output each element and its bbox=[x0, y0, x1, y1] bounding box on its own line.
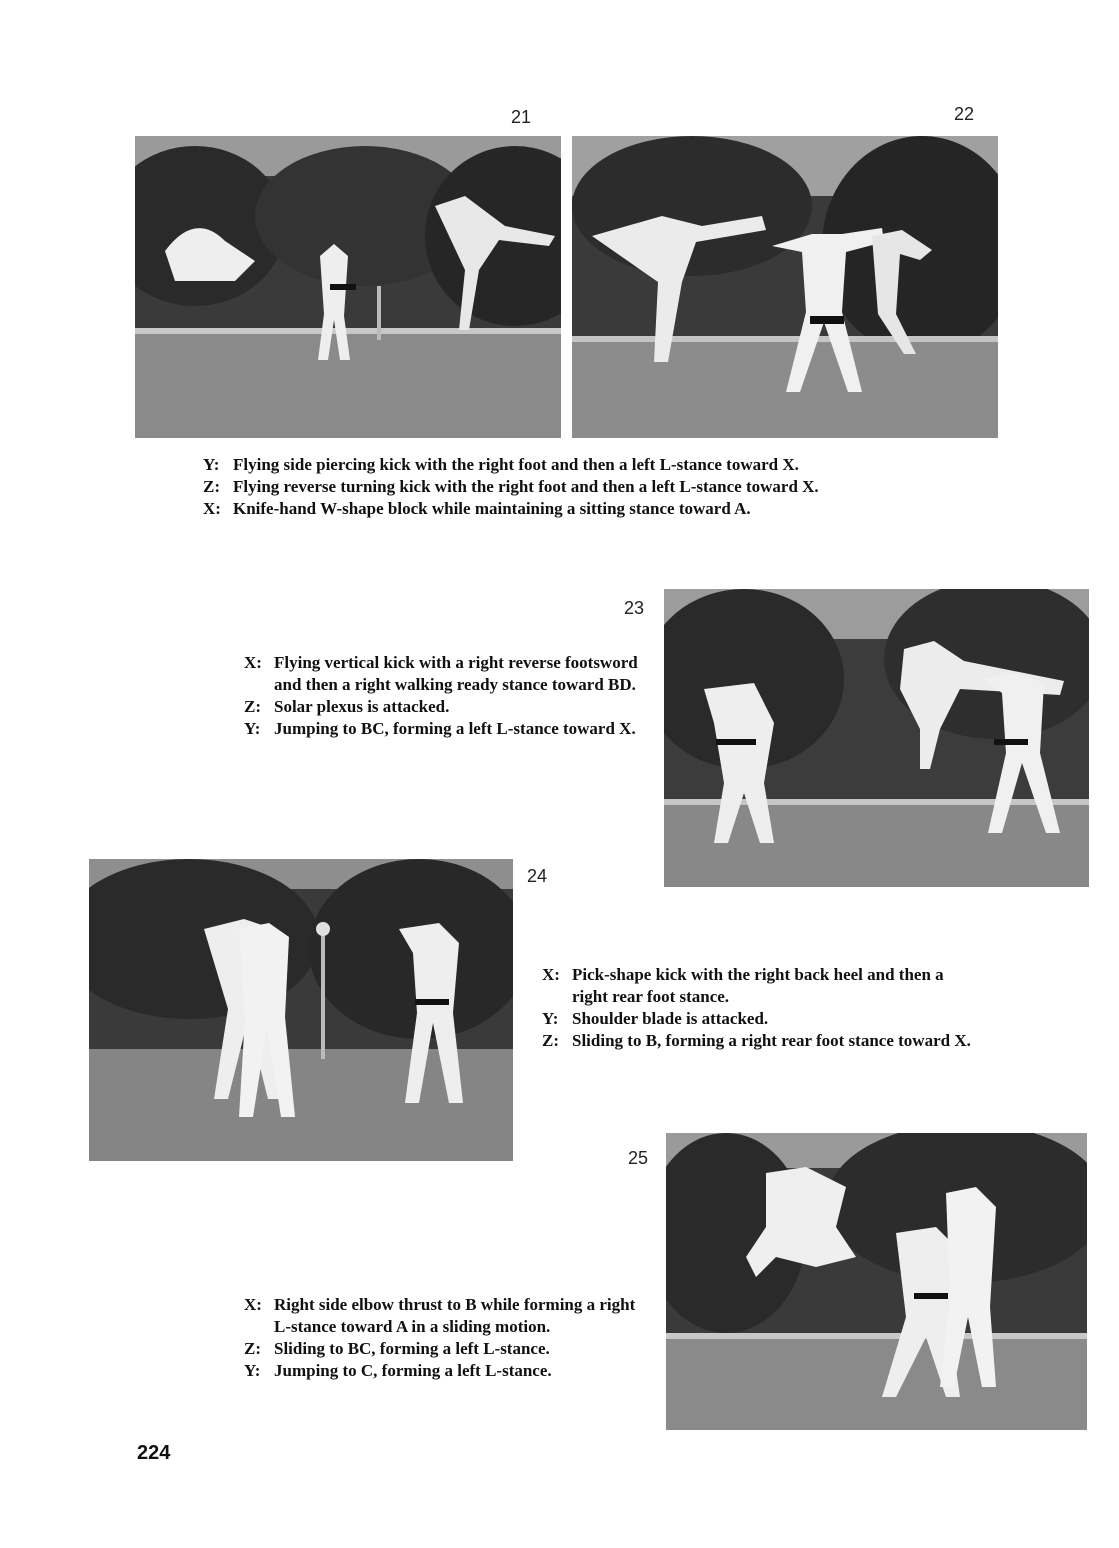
caption-21-22 bbox=[203, 454, 933, 520]
photo-21 bbox=[135, 136, 561, 438]
speaker-label: X: bbox=[203, 499, 221, 518]
caption-line bbox=[542, 964, 972, 1008]
caption-text: Knife-hand W-shape block while maintaining a sitting stance toward A. bbox=[233, 499, 751, 518]
caption-23 bbox=[244, 652, 642, 740]
speaker-label: Y: bbox=[244, 1361, 261, 1380]
caption-line bbox=[203, 498, 933, 520]
speaker-label: Z: bbox=[244, 1339, 261, 1358]
speaker-label: X: bbox=[244, 1295, 262, 1314]
caption-text: Sliding to BC, forming a left L-stance. bbox=[274, 1339, 550, 1358]
caption-text: Sliding to B, forming a right rear foot stance toward X. bbox=[572, 1031, 971, 1050]
caption-25 bbox=[244, 1294, 642, 1382]
caption-text: Right side elbow thrust to B while forming a right L-stance toward A in a sliding motion. bbox=[274, 1295, 636, 1336]
caption-line bbox=[244, 1294, 642, 1338]
photo-22 bbox=[572, 136, 998, 438]
caption-line bbox=[542, 1008, 972, 1030]
caption-line bbox=[203, 476, 933, 498]
speaker-label: Z: bbox=[244, 697, 261, 716]
photo-24 bbox=[89, 859, 513, 1161]
speaker-label: Y: bbox=[542, 1009, 559, 1028]
speaker-label: Y: bbox=[244, 719, 261, 738]
caption-text: Shoulder blade is attacked. bbox=[572, 1009, 769, 1028]
figure-number-21: 21 bbox=[511, 107, 532, 127]
figure-number-22: 22 bbox=[954, 104, 975, 124]
speaker-label: Y: bbox=[203, 455, 220, 474]
speaker-label: Z: bbox=[542, 1031, 559, 1050]
caption-text: Solar plexus is attacked. bbox=[274, 697, 450, 716]
caption-line bbox=[244, 1360, 642, 1382]
caption-text: Flying vertical kick with a right reverse footsword and then a right walking ready stance toward BD. bbox=[274, 653, 638, 694]
photo-25 bbox=[666, 1133, 1087, 1430]
caption-line bbox=[244, 718, 642, 740]
caption-text: Jumping to BC, forming a left L-stance toward X. bbox=[274, 719, 636, 738]
figure-number-25: 25 bbox=[628, 1148, 649, 1168]
caption-text: Pick-shape kick with the right back heel and then a right rear foot stance. bbox=[572, 965, 944, 1006]
caption-text: Flying reverse turning kick with the right foot and then a left L-stance toward X. bbox=[233, 477, 819, 496]
caption-line bbox=[244, 652, 642, 696]
caption-text: Jumping to C, forming a left L-stance. bbox=[274, 1361, 552, 1380]
caption-text: Flying side piercing kick with the right foot and then a left L-stance toward X. bbox=[233, 455, 799, 474]
speaker-label: X: bbox=[244, 653, 262, 672]
photo-23 bbox=[664, 589, 1089, 887]
figure-number-23: 23 bbox=[624, 598, 645, 618]
speaker-label: X: bbox=[542, 965, 560, 984]
page-number: 224 bbox=[137, 1442, 171, 1464]
caption-24 bbox=[542, 964, 972, 1052]
speaker-label: Z: bbox=[203, 477, 220, 496]
caption-line bbox=[244, 1338, 642, 1360]
figure-number-24: 24 bbox=[527, 866, 548, 886]
caption-line bbox=[244, 696, 642, 718]
caption-line bbox=[542, 1030, 972, 1052]
caption-line bbox=[203, 454, 933, 476]
